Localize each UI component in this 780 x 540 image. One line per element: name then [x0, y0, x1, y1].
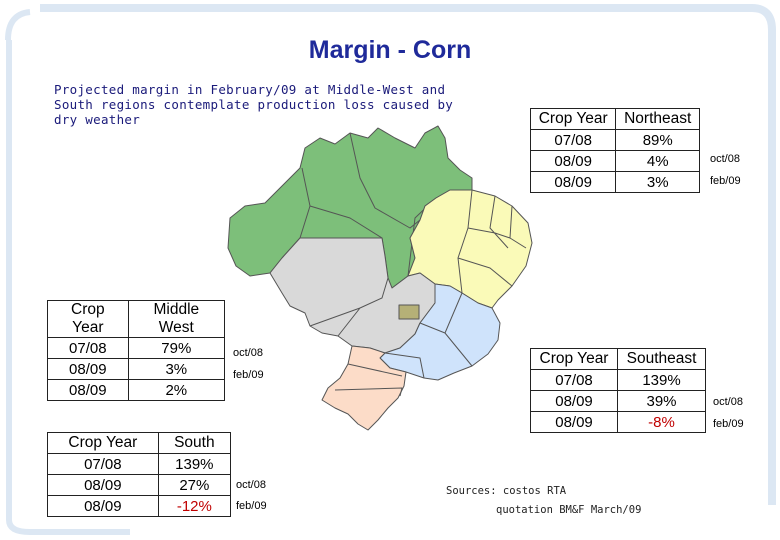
table-row	[531, 391, 706, 412]
northeast-label-oct: oct/08	[710, 153, 740, 165]
table-header-row	[531, 109, 700, 130]
northeast-label-feb: feb/09	[710, 175, 741, 187]
cell-margin: 3%	[128, 359, 224, 380]
cell-margin: 4%	[616, 151, 700, 172]
table-row	[48, 380, 225, 401]
middle-west-table	[47, 300, 225, 401]
cell-year: 08/09	[48, 380, 129, 401]
cell-margin: 139%	[618, 370, 706, 391]
south-label-oct: oct/08	[236, 479, 266, 491]
cell-margin: 89%	[616, 130, 700, 151]
cell-margin: 139%	[158, 454, 230, 475]
header-crop-year: Crop Year	[531, 349, 618, 370]
header-region: Northeast	[616, 109, 700, 130]
cell-year: 08/09	[48, 359, 129, 380]
cell-year: 08/09	[531, 391, 618, 412]
cell-year: 08/09	[48, 475, 159, 496]
header-region: Middle West	[128, 301, 224, 338]
cell-margin: 79%	[128, 338, 224, 359]
southeast-label-oct: oct/08	[713, 396, 743, 408]
cell-margin: 39%	[618, 391, 706, 412]
page-title: Margin - Corn	[308, 36, 472, 64]
cell-margin: 3%	[616, 172, 700, 193]
cell-year: 07/08	[531, 370, 618, 391]
table-row	[531, 151, 700, 172]
cell-margin-negative: -8%	[618, 412, 706, 433]
table-row	[531, 370, 706, 391]
cell-margin: 27%	[158, 475, 230, 496]
table-header-row	[48, 433, 231, 454]
table-row	[48, 454, 231, 475]
cell-year: 08/09	[48, 496, 159, 517]
cell-margin: 2%	[128, 380, 224, 401]
header-region: South	[158, 433, 230, 454]
middle-west-label-oct: oct/08	[233, 347, 263, 359]
cell-year: 08/09	[531, 151, 616, 172]
south-label-feb: feb/09	[236, 500, 267, 512]
middle-west-label-feb: feb/09	[233, 369, 264, 381]
table-row	[531, 172, 700, 193]
cell-year: 07/08	[531, 130, 616, 151]
northeast-table	[530, 108, 700, 193]
southeast-label-feb: feb/09	[713, 418, 744, 430]
cell-margin-negative: -12%	[158, 496, 230, 517]
table-header-row	[531, 349, 706, 370]
header-region: Southeast	[618, 349, 706, 370]
header-crop-year: Crop Year	[531, 109, 616, 130]
header-crop-year: Crop Year	[48, 301, 129, 338]
quotation-note: quotation BM&F March/09	[496, 504, 642, 516]
table-row	[531, 412, 706, 433]
south-table	[47, 432, 231, 517]
table-row	[531, 130, 700, 151]
cell-year: 08/09	[531, 412, 618, 433]
table-header-row	[48, 301, 225, 338]
sources-note: Sources: costos RTA	[446, 485, 567, 497]
southeast-table	[530, 348, 706, 433]
table-row	[48, 359, 225, 380]
cell-year: 07/08	[48, 338, 129, 359]
header-crop-year: Crop Year	[48, 433, 159, 454]
table-row	[48, 338, 225, 359]
cell-year: 07/08	[48, 454, 159, 475]
brazil-map	[210, 108, 550, 438]
table-row	[48, 496, 231, 517]
table-row	[48, 475, 231, 496]
cell-year: 08/09	[531, 172, 616, 193]
federal-district	[399, 305, 419, 319]
page-subtitle: Projected margin in February/09 at Middle-West and South regions contemplate production loss caused by dry weather	[54, 82, 454, 127]
